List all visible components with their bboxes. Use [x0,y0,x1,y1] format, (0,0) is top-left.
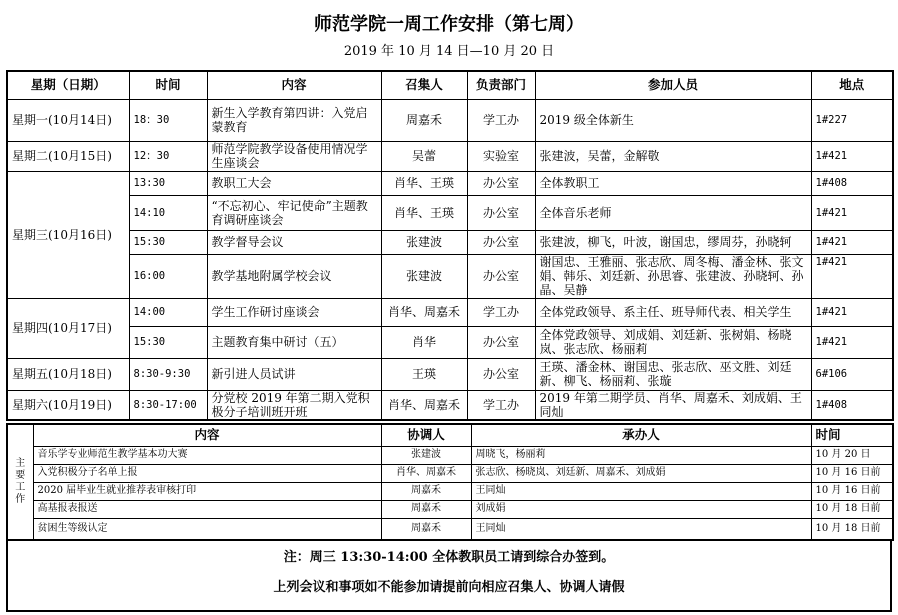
main-work-label-text: 主要工作 [15,458,26,505]
convener-cell: 肖华、王瑛 [381,195,467,230]
date-range: 2019 年 10 月 14 日—10 月 20 日 [343,44,555,59]
work-content-cell: 2020 届毕业生就业推荐表审核打印 [33,482,381,500]
dept-cell: 实验室 [467,141,535,171]
place-cell: 6#106 [811,358,893,390]
work-content-cell: 贫困生等级认定 [33,518,381,540]
header-time: 时间 [129,71,207,99]
attendees-cell: 谢国忠、王雅丽、张志欣、周冬梅、潘金林、张文娟、韩乐、刘廷新、孙思睿、张建波、孙晓轲、孙晶、吴静 [535,254,811,298]
table-row [7,500,893,518]
header-convener: 召集人 [381,71,467,99]
coordinator-cell: 周嘉禾 [381,482,471,500]
dept-cell: 办公室 [467,358,535,390]
dept-cell: 办公室 [467,195,535,230]
place-cell: 1#408 [811,390,893,420]
header-coordinator: 协调人 [381,424,471,446]
schedule-table [6,70,894,421]
place-cell: 1#421 [811,141,893,171]
dept-cell: 学工办 [467,298,535,326]
content-cell: 新引进人员试讲 [207,358,381,390]
day-cell: 星期三(10月16日) [7,171,129,298]
coordinator-cell: 肖华、周嘉禾 [381,464,471,482]
convener-cell: 肖华、周嘉禾 [381,298,467,326]
table-row [7,518,893,540]
day-cell: 星期五(10月18日) [7,358,129,390]
place-cell: 1#421 [811,298,893,326]
convener-cell: 肖华、王瑛 [381,171,467,195]
time-cell: 15:30 [129,326,207,358]
place-cell: 1#421 [811,254,893,298]
note-leave-request: 上列会议和事项如不能参加请提前向相应召集人、协调人请假 [273,580,625,595]
content-cell: 新生入学教育第四讲：入党启蒙教育 [207,99,381,141]
work-time-cell: 10 月 16 日前 [811,482,893,500]
day-cell: 星期六(10月19日) [7,390,129,420]
handler-cell: 周晓飞，杨丽莉 [471,446,811,464]
convener-cell: 张建波 [381,230,467,254]
work-time-cell: 10 月 18 日前 [811,518,893,540]
place-cell: 1#408 [811,171,893,195]
time-cell: 8:30-9:30 [129,358,207,390]
header-attendees: 参加人员 [535,71,811,99]
dept-cell: 办公室 [467,254,535,298]
header-dept: 负责部门 [467,71,535,99]
header-handler: 承办人 [471,424,811,446]
convener-cell: 肖华、周嘉禾 [381,390,467,420]
convener-cell: 张建波 [381,254,467,298]
table-row [7,298,893,326]
dept-cell: 学工办 [467,99,535,141]
day-cell: 星期二(10月15日) [7,141,129,171]
convener-cell: 王瑛 [381,358,467,390]
header-place: 地点 [811,71,893,99]
table-row [7,326,893,358]
place-cell: 1#421 [811,230,893,254]
attendees-cell: 王瑛、潘金林、谢国忠、张志欣、巫文胜、刘廷新、柳飞、杨丽莉、张璇 [535,358,811,390]
table-row [7,446,893,464]
place-cell: 1#421 [811,195,893,230]
handler-cell: 王同灿 [471,518,811,540]
dept-cell: 办公室 [467,171,535,195]
table-row [7,464,893,482]
attendees-cell: 全体党政领导、刘成娟、刘廷新、张树娟、杨晓岚、张志欣、杨丽莉 [535,326,811,358]
place-cell: 1#227 [811,99,893,141]
header-work-time: 时间 [811,424,893,446]
attendees-cell: 2019 年第二期学员、肖华、周嘉禾、刘成娟、王同灿 [535,390,811,420]
place-cell: 1#421 [811,326,893,358]
attendees-cell: 全体教职工 [535,171,811,195]
table-row [7,99,893,141]
table-row [7,171,893,195]
time-cell: 15:30 [129,230,207,254]
day-cell: 星期一(10月14日) [7,99,129,141]
content-cell: “不忘初心、牢记使命”主题教育调研座谈会 [207,195,381,230]
content-cell: 分党校 2019 年第二期入党积极分子培训班开班 [207,390,381,420]
time-cell: 13:30 [129,171,207,195]
time-cell: 18：30 [129,99,207,141]
work-time-cell: 10 月 20 日 [811,446,893,464]
schedule-header-row [7,71,893,99]
dept-cell: 办公室 [467,230,535,254]
attendees-cell: 张建波，吴蕾，金解敬 [535,141,811,171]
coordinator-cell: 周嘉禾 [381,500,471,518]
header-day: 星期（日期） [7,71,129,99]
attendees-cell: 2019 级全体新生 [535,99,811,141]
dept-cell: 学工办 [467,390,535,420]
content-cell: 教学督导会议 [207,230,381,254]
time-cell: 8:30-17:00 [129,390,207,420]
attendees-cell: 全体音乐老师 [535,195,811,230]
attendees-cell: 全体党政领导、系主任、班导师代表、相关学生 [535,298,811,326]
note-signin: 注：周三 13:30-14:00 全体教职员工请到综合办签到。 [283,550,615,565]
coordinator-cell: 周嘉禾 [381,518,471,540]
main-work-header-row [7,424,893,446]
work-time-cell: 10 月 18 日前 [811,500,893,518]
table-row [7,230,893,254]
table-row [7,141,893,171]
time-cell: 16:00 [129,254,207,298]
time-cell: 12：30 [129,141,207,171]
content-cell: 学生工作研讨座谈会 [207,298,381,326]
work-content-cell: 入党积极分子名单上报 [33,464,381,482]
content-cell: 主题教育集中研讨（五） [207,326,381,358]
header-work-content: 内容 [33,424,381,446]
main-work-table [6,423,894,541]
handler-cell: 王同灿 [471,482,811,500]
table-row [7,195,893,230]
dept-cell: 办公室 [467,326,535,358]
work-content-cell: 高基报表报送 [33,500,381,518]
attendees-cell: 张建波，柳飞，叶波，谢国忠，缪周芬，孙晓轲 [535,230,811,254]
table-row [7,254,893,298]
main-work-label [7,424,33,540]
content-cell: 教职工大会 [207,171,381,195]
convener-cell: 周嘉禾 [381,99,467,141]
convener-cell: 吴蕾 [381,141,467,171]
page-title: 师范学院一周工作安排（第七周） [314,14,584,35]
table-row [7,390,893,420]
work-content-cell: 音乐学专业师范生教学基本功大赛 [33,446,381,464]
table-row [7,482,893,500]
time-cell: 14:00 [129,298,207,326]
handler-cell: 刘成娟 [471,500,811,518]
convener-cell: 肖华 [381,326,467,358]
table-row [7,358,893,390]
handler-cell: 张志欣、杨晓岚、刘廷新、周嘉禾、刘成娟 [471,464,811,482]
content-cell: 师范学院教学设备使用情况学生座谈会 [207,141,381,171]
header-content: 内容 [207,71,381,99]
work-time-cell: 10 月 16 日前 [811,464,893,482]
day-cell: 星期四(10月17日) [7,298,129,358]
content-cell: 教学基地附属学校会议 [207,254,381,298]
time-cell: 14:10 [129,195,207,230]
coordinator-cell: 张建波 [381,446,471,464]
